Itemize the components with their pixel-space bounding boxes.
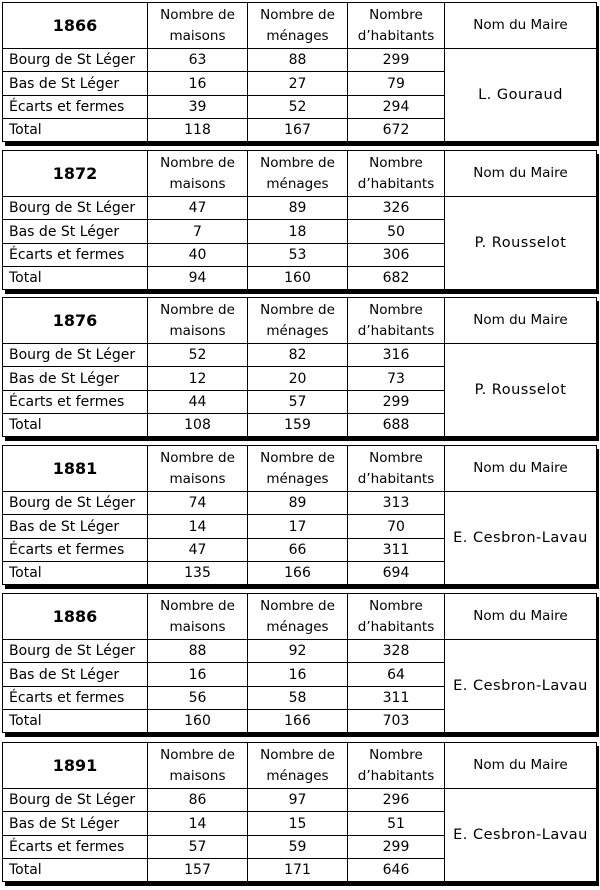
cell-households: 15	[248, 812, 348, 835]
table-row	[3, 640, 597, 663]
census-table	[2, 2, 597, 142]
table-row	[3, 789, 597, 812]
header-row	[3, 743, 597, 789]
cell-households: 17	[248, 515, 348, 538]
row-label: Bourg de St Léger	[3, 640, 148, 663]
header-inhabitants: Nombre d’habitants	[348, 298, 445, 344]
cell-houses: 52	[148, 344, 248, 367]
cell-houses: 40	[148, 243, 248, 266]
cell-houses: 14	[148, 515, 248, 538]
cell-houses: 12	[148, 367, 248, 390]
row-label: Total	[3, 561, 148, 584]
header-row	[3, 151, 597, 197]
cell-households: 89	[248, 492, 348, 515]
census-year: 1872	[3, 151, 148, 197]
cell-households: 66	[248, 538, 348, 561]
header-mayor: Nom du Maire	[445, 743, 597, 789]
header-households: Nombre de ménages	[248, 298, 348, 344]
census-block	[0, 2, 600, 142]
header-row	[3, 594, 597, 640]
header-houses: Nombre de maisons	[148, 594, 248, 640]
cell-inhabitants: 79	[348, 72, 445, 95]
header-households: Nombre de ménages	[248, 151, 348, 197]
cell-inhabitants: 299	[348, 835, 445, 858]
cell-households: 171	[248, 858, 348, 881]
cell-households: 88	[248, 49, 348, 72]
census-year: 1866	[3, 3, 148, 49]
census-block	[0, 297, 600, 437]
cell-inhabitants: 296	[348, 789, 445, 812]
census-table	[2, 150, 597, 290]
row-label: Bourg de St Léger	[3, 789, 148, 812]
cell-inhabitants: 316	[348, 344, 445, 367]
cell-houses: 118	[148, 118, 248, 141]
cell-households: 52	[248, 95, 348, 118]
row-label: Bas de St Léger	[3, 220, 148, 243]
cell-houses: 86	[148, 789, 248, 812]
cell-houses: 7	[148, 220, 248, 243]
cell-houses: 108	[148, 413, 248, 436]
census-table	[2, 593, 597, 733]
census-block	[0, 150, 600, 290]
row-label: Écarts et fermes	[3, 538, 148, 561]
header-mayor: Nom du Maire	[445, 3, 597, 49]
mayor-name: E. Cesbron-Lavau	[445, 789, 597, 882]
cell-households: 166	[248, 709, 348, 732]
row-label: Écarts et fermes	[3, 686, 148, 709]
header-households: Nombre de ménages	[248, 446, 348, 492]
cell-houses: 47	[148, 538, 248, 561]
row-label: Total	[3, 118, 148, 141]
header-mayor: Nom du Maire	[445, 151, 597, 197]
row-label: Bas de St Léger	[3, 663, 148, 686]
header-households: Nombre de ménages	[248, 594, 348, 640]
cell-houses: 135	[148, 561, 248, 584]
mayor-name: E. Cesbron-Lavau	[445, 640, 597, 733]
census-table	[2, 297, 597, 437]
cell-inhabitants: 682	[348, 266, 445, 289]
row-label: Bas de St Léger	[3, 812, 148, 835]
cell-houses: 14	[148, 812, 248, 835]
header-inhabitants: Nombre d’habitants	[348, 151, 445, 197]
table-row	[3, 49, 597, 72]
header-mayor: Nom du Maire	[445, 298, 597, 344]
header-houses: Nombre de maisons	[148, 3, 248, 49]
cell-households: 159	[248, 413, 348, 436]
cell-inhabitants: 328	[348, 640, 445, 663]
cell-households: 18	[248, 220, 348, 243]
census-table	[2, 742, 597, 882]
header-households: Nombre de ménages	[248, 743, 348, 789]
row-label: Bourg de St Léger	[3, 197, 148, 220]
cell-households: 89	[248, 197, 348, 220]
header-houses: Nombre de maisons	[148, 298, 248, 344]
cell-houses: 57	[148, 835, 248, 858]
cell-inhabitants: 64	[348, 663, 445, 686]
cell-households: 16	[248, 663, 348, 686]
cell-households: 166	[248, 561, 348, 584]
census-block	[0, 445, 600, 585]
cell-inhabitants: 646	[348, 858, 445, 881]
row-label: Bourg de St Léger	[3, 344, 148, 367]
row-label: Total	[3, 858, 148, 881]
cell-inhabitants: 299	[348, 49, 445, 72]
cell-households: 97	[248, 789, 348, 812]
header-row	[3, 3, 597, 49]
header-houses: Nombre de maisons	[148, 446, 248, 492]
cell-houses: 16	[148, 663, 248, 686]
cell-houses: 63	[148, 49, 248, 72]
census-year: 1881	[3, 446, 148, 492]
cell-households: 58	[248, 686, 348, 709]
cell-inhabitants: 313	[348, 492, 445, 515]
cell-houses: 160	[148, 709, 248, 732]
cell-houses: 56	[148, 686, 248, 709]
cell-households: 160	[248, 266, 348, 289]
mayor-name: E. Cesbron-Lavau	[445, 492, 597, 585]
row-label: Écarts et fermes	[3, 243, 148, 266]
header-houses: Nombre de maisons	[148, 151, 248, 197]
cell-households: 59	[248, 835, 348, 858]
row-label: Écarts et fermes	[3, 95, 148, 118]
mayor-name: P. Rousselot	[445, 344, 597, 437]
cell-houses: 47	[148, 197, 248, 220]
header-houses: Nombre de maisons	[148, 743, 248, 789]
cell-inhabitants: 70	[348, 515, 445, 538]
cell-houses: 94	[148, 266, 248, 289]
census-year: 1891	[3, 743, 148, 789]
cell-households: 92	[248, 640, 348, 663]
row-label: Bourg de St Léger	[3, 49, 148, 72]
cell-households: 57	[248, 390, 348, 413]
cell-households: 20	[248, 367, 348, 390]
census-table	[2, 445, 597, 585]
cell-houses: 74	[148, 492, 248, 515]
cell-inhabitants: 326	[348, 197, 445, 220]
cell-inhabitants: 694	[348, 561, 445, 584]
cell-inhabitants: 703	[348, 709, 445, 732]
cell-households: 82	[248, 344, 348, 367]
row-label: Bas de St Léger	[3, 515, 148, 538]
cell-inhabitants: 311	[348, 686, 445, 709]
cell-inhabitants: 311	[348, 538, 445, 561]
row-label: Écarts et fermes	[3, 835, 148, 858]
cell-houses: 44	[148, 390, 248, 413]
mayor-name: P. Rousselot	[445, 197, 597, 290]
cell-households: 167	[248, 118, 348, 141]
cell-houses: 88	[148, 640, 248, 663]
census-block	[0, 593, 600, 733]
table-row	[3, 197, 597, 220]
row-label: Total	[3, 413, 148, 436]
cell-houses: 157	[148, 858, 248, 881]
cell-inhabitants: 306	[348, 243, 445, 266]
census-year: 1886	[3, 594, 148, 640]
header-row	[3, 446, 597, 492]
census-year: 1876	[3, 298, 148, 344]
cell-inhabitants: 51	[348, 812, 445, 835]
census-block	[0, 742, 600, 882]
cell-inhabitants: 299	[348, 390, 445, 413]
header-inhabitants: Nombre d’habitants	[348, 446, 445, 492]
header-inhabitants: Nombre d’habitants	[348, 3, 445, 49]
mayor-name: L. Gouraud	[445, 49, 597, 142]
row-label: Bas de St Léger	[3, 72, 148, 95]
header-households: Nombre de ménages	[248, 3, 348, 49]
header-mayor: Nom du Maire	[445, 594, 597, 640]
table-row	[3, 492, 597, 515]
table-row	[3, 344, 597, 367]
row-label: Bas de St Léger	[3, 367, 148, 390]
cell-houses: 16	[148, 72, 248, 95]
row-label: Total	[3, 266, 148, 289]
cell-inhabitants: 294	[348, 95, 445, 118]
cell-inhabitants: 672	[348, 118, 445, 141]
header-inhabitants: Nombre d’habitants	[348, 743, 445, 789]
header-mayor: Nom du Maire	[445, 446, 597, 492]
cell-houses: 39	[148, 95, 248, 118]
cell-inhabitants: 73	[348, 367, 445, 390]
header-row	[3, 298, 597, 344]
row-label: Bourg de St Léger	[3, 492, 148, 515]
cell-inhabitants: 688	[348, 413, 445, 436]
header-inhabitants: Nombre d’habitants	[348, 594, 445, 640]
cell-households: 27	[248, 72, 348, 95]
row-label: Total	[3, 709, 148, 732]
row-label: Écarts et fermes	[3, 390, 148, 413]
cell-households: 53	[248, 243, 348, 266]
cell-inhabitants: 50	[348, 220, 445, 243]
